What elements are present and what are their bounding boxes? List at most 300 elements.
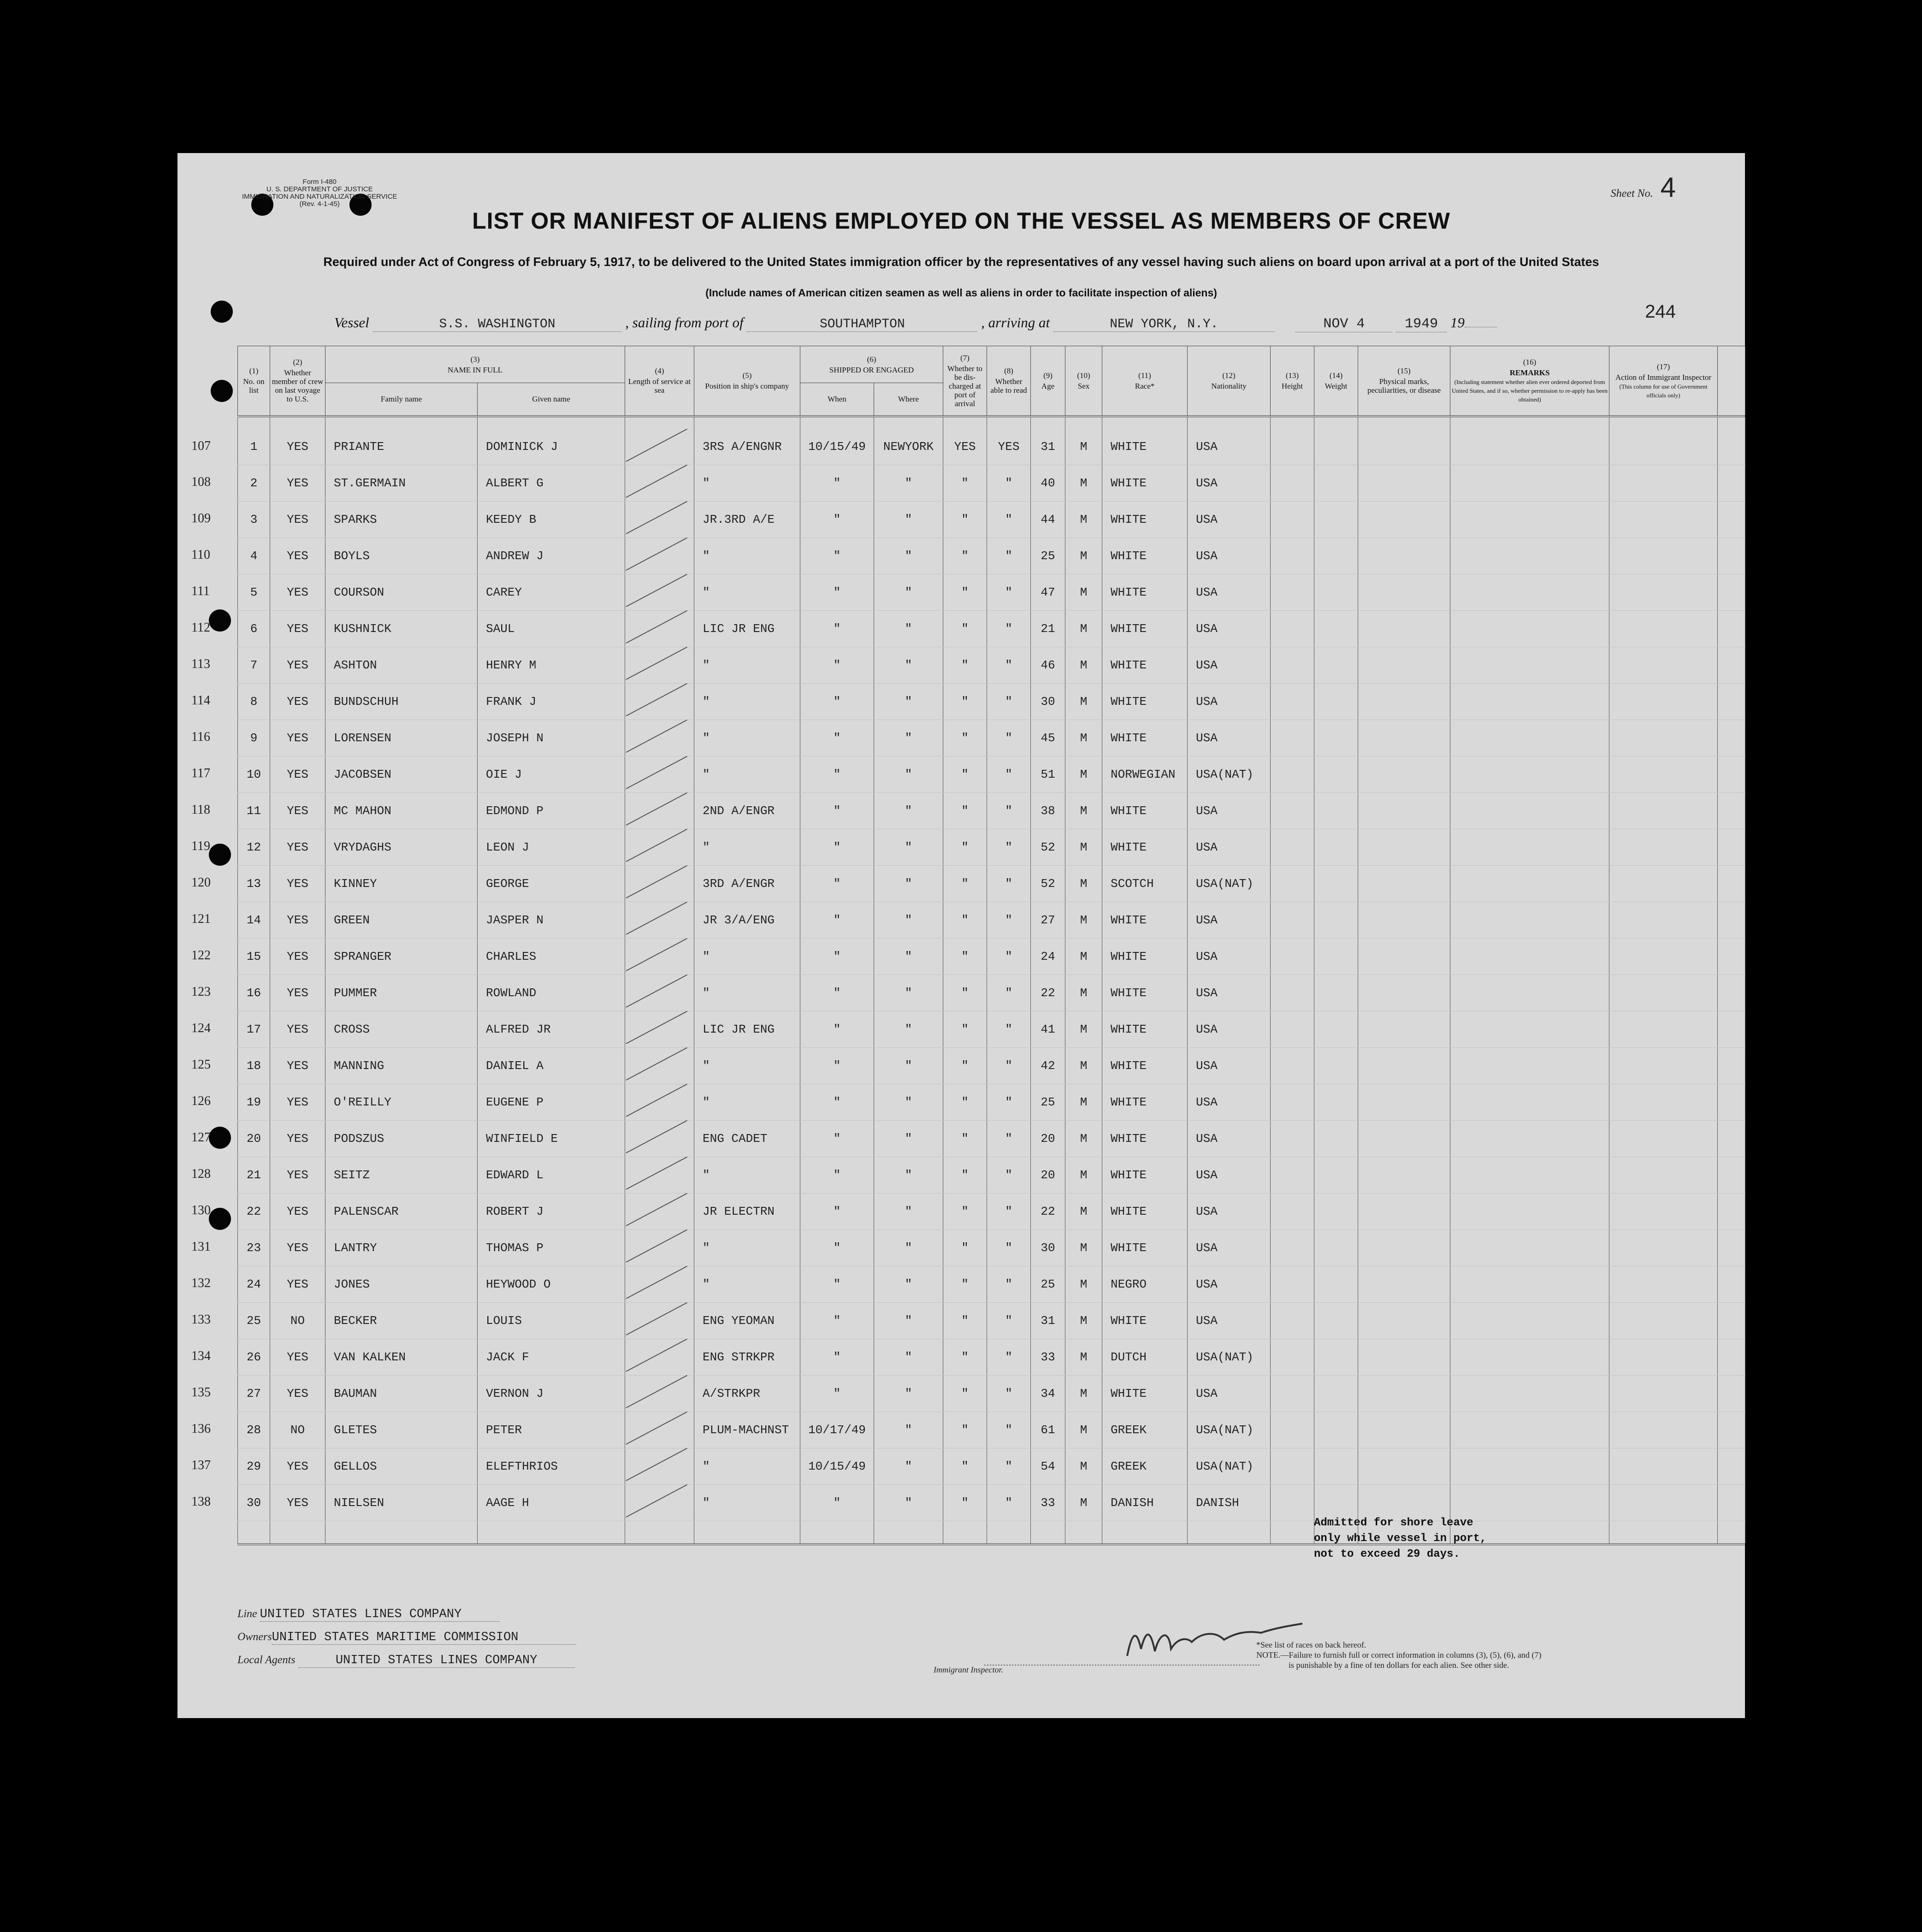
discharged: " xyxy=(943,1484,987,1521)
position: " xyxy=(694,1157,800,1193)
row-number: 18 xyxy=(238,1047,270,1084)
row-number: 16 xyxy=(238,975,270,1011)
position: " xyxy=(694,938,800,975)
position: JR ELECTRN xyxy=(694,1193,800,1229)
height xyxy=(1271,1157,1314,1193)
position: " xyxy=(694,538,800,574)
position: 3RS A/ENGNR xyxy=(694,429,800,465)
inspector-action xyxy=(1609,756,1718,792)
sex: M xyxy=(1065,1120,1102,1157)
height xyxy=(1271,792,1314,829)
physical-marks xyxy=(1358,975,1450,1011)
shipped-when: " xyxy=(800,756,874,792)
length-of-service xyxy=(625,647,694,683)
sequence-number: 119 xyxy=(191,839,210,853)
nationality: USA(NAT) xyxy=(1188,1448,1271,1484)
given-name: EDWARD L xyxy=(478,1157,625,1193)
able-to-read: " xyxy=(987,1266,1031,1302)
weight xyxy=(1314,792,1358,829)
sex: M xyxy=(1065,610,1102,647)
sex: M xyxy=(1065,683,1102,720)
position: " xyxy=(694,1484,800,1521)
age: 22 xyxy=(1031,975,1065,1011)
length-of-service xyxy=(625,1302,694,1339)
discharged: " xyxy=(943,938,987,975)
crew-last-voyage: YES xyxy=(270,1266,325,1302)
crew-last-voyage: NO xyxy=(270,1412,325,1448)
age: 34 xyxy=(1031,1375,1065,1412)
nationality: USA xyxy=(1188,683,1271,720)
blank xyxy=(1718,865,1745,902)
sequence-number: 126 xyxy=(191,1094,211,1108)
length-of-service xyxy=(625,1375,694,1412)
inspector-action xyxy=(1609,902,1718,938)
shipped-where: " xyxy=(874,1266,943,1302)
row-number: 26 xyxy=(238,1339,270,1375)
port-of-departure: SOUTHAMPTON xyxy=(747,317,977,332)
length-of-service xyxy=(625,538,694,574)
weight xyxy=(1314,501,1358,538)
blank xyxy=(1718,1047,1745,1084)
able-to-read: " xyxy=(987,938,1031,975)
family-name: LORENSEN xyxy=(325,720,478,756)
table-row xyxy=(238,1157,1745,1193)
family-name: PRIANTE xyxy=(325,429,478,465)
remarks xyxy=(1450,538,1609,574)
table-row xyxy=(238,865,1745,902)
discharged: " xyxy=(943,501,987,538)
position: " xyxy=(694,1266,800,1302)
length-of-service xyxy=(625,902,694,938)
row-number: 29 xyxy=(238,1448,270,1484)
height xyxy=(1271,1011,1314,1047)
shipped-when: " xyxy=(800,902,874,938)
able-to-read: " xyxy=(987,1157,1031,1193)
length-of-service xyxy=(625,465,694,501)
blank xyxy=(1718,756,1745,792)
physical-marks xyxy=(1358,1120,1450,1157)
age: 30 xyxy=(1031,683,1065,720)
able-to-read: " xyxy=(987,975,1031,1011)
sequence-number: 112 xyxy=(191,620,210,635)
race: WHITE xyxy=(1102,1084,1188,1120)
able-to-read: " xyxy=(987,1047,1031,1084)
discharged: " xyxy=(943,975,987,1011)
crew-last-voyage: YES xyxy=(270,1120,325,1157)
row-number: 30 xyxy=(238,1484,270,1521)
height xyxy=(1271,938,1314,975)
sex: M xyxy=(1065,902,1102,938)
sex: M xyxy=(1065,975,1102,1011)
race: WHITE xyxy=(1102,501,1188,538)
able-to-read: " xyxy=(987,1339,1031,1375)
shipped-where: " xyxy=(874,610,943,647)
nationality: USA xyxy=(1188,1266,1271,1302)
header-physical-marks: (15) Physical marks, peculiarities, or disease xyxy=(1358,346,1450,416)
given-name: ROWLAND xyxy=(478,975,625,1011)
race: WHITE xyxy=(1102,610,1188,647)
sex: M xyxy=(1065,501,1102,538)
physical-marks xyxy=(1358,865,1450,902)
given-name: HEYWOOD O xyxy=(478,1266,625,1302)
length-of-service xyxy=(625,1193,694,1229)
weight xyxy=(1314,1448,1358,1484)
position: ENG STRKPR xyxy=(694,1339,800,1375)
family-name: COURSON xyxy=(325,574,478,610)
inspector-action xyxy=(1609,1302,1718,1339)
shipped-when: " xyxy=(800,720,874,756)
remarks xyxy=(1450,720,1609,756)
given-name: JOSEPH N xyxy=(478,720,625,756)
nationality: USA xyxy=(1188,975,1271,1011)
given-name: WINFIELD E xyxy=(478,1120,625,1157)
table-row xyxy=(238,1047,1745,1084)
sequence-number: 114 xyxy=(191,693,210,708)
position: " xyxy=(694,756,800,792)
sex: M xyxy=(1065,1339,1102,1375)
family-name: ASHTON xyxy=(325,647,478,683)
row-number: 13 xyxy=(238,865,270,902)
position: " xyxy=(694,574,800,610)
document-subnote: (Include names of American citizen seamen as well as aliens in order to facilitate inspection of aliens) xyxy=(705,287,1217,299)
shipped-where: " xyxy=(874,647,943,683)
nationality: USA xyxy=(1188,720,1271,756)
shipped-when: " xyxy=(800,465,874,501)
header-blank xyxy=(1718,346,1745,416)
vessel-name: S.S. WASHINGTON xyxy=(373,317,622,332)
inspector-action xyxy=(1609,1448,1718,1484)
age: 46 xyxy=(1031,647,1065,683)
physical-marks xyxy=(1358,1229,1450,1266)
position: " xyxy=(694,1084,800,1120)
discharged: " xyxy=(943,1412,987,1448)
remarks xyxy=(1450,465,1609,501)
blank xyxy=(1718,1157,1745,1193)
family-name: PODSZUS xyxy=(325,1120,478,1157)
physical-marks xyxy=(1358,501,1450,538)
discharged: " xyxy=(943,1375,987,1412)
inspector-action xyxy=(1609,610,1718,647)
race: WHITE xyxy=(1102,538,1188,574)
race: WHITE xyxy=(1102,429,1188,465)
sequence-number: 132 xyxy=(191,1276,211,1290)
table-row xyxy=(238,1193,1745,1229)
physical-marks xyxy=(1358,1448,1450,1484)
remarks xyxy=(1450,1084,1609,1120)
age: 42 xyxy=(1031,1047,1065,1084)
shipped-where: " xyxy=(874,1011,943,1047)
given-name: LEON J xyxy=(478,829,625,865)
crew-last-voyage: YES xyxy=(270,610,325,647)
sequence-number: 134 xyxy=(191,1349,211,1363)
position: " xyxy=(694,975,800,1011)
shipped-where: " xyxy=(874,1229,943,1266)
family-name: O'REILLY xyxy=(325,1084,478,1120)
height xyxy=(1271,1266,1314,1302)
race: WHITE xyxy=(1102,683,1188,720)
shipped-when: " xyxy=(800,1047,874,1084)
height xyxy=(1271,756,1314,792)
form-revision: (Rev. 4-1-45) xyxy=(299,200,340,208)
height xyxy=(1271,975,1314,1011)
weight xyxy=(1314,1157,1358,1193)
weight xyxy=(1314,1120,1358,1157)
nationality: USA xyxy=(1188,1193,1271,1229)
family-name: BECKER xyxy=(325,1302,478,1339)
sex: M xyxy=(1065,1084,1102,1120)
sequence-number: 137 xyxy=(191,1458,211,1472)
sex: M xyxy=(1065,720,1102,756)
shipped-when: 10/15/49 xyxy=(800,1448,874,1484)
age: 31 xyxy=(1031,1302,1065,1339)
given-name: SAUL xyxy=(478,610,625,647)
shipped-where: " xyxy=(874,1484,943,1521)
blank xyxy=(1718,429,1745,465)
able-to-read: " xyxy=(987,1120,1031,1157)
table-row xyxy=(238,1084,1745,1120)
remarks xyxy=(1450,792,1609,829)
length-of-service xyxy=(625,1448,694,1484)
sequence-number: 138 xyxy=(191,1495,211,1509)
vessel-label: Vessel xyxy=(334,314,369,331)
crew-last-voyage: NO xyxy=(270,1302,325,1339)
blank xyxy=(1718,538,1745,574)
race: DANISH xyxy=(1102,1484,1188,1521)
shipped-when: " xyxy=(800,1084,874,1120)
sex: M xyxy=(1065,1157,1102,1193)
weight xyxy=(1314,1375,1358,1412)
blank xyxy=(1718,1484,1745,1521)
shipped-where: " xyxy=(874,938,943,975)
inspector-action xyxy=(1609,975,1718,1011)
sequence-number: 117 xyxy=(191,766,210,780)
header-inspector-action: (17) Action of Immigrant Inspector (This column for use of Government officials only) xyxy=(1609,346,1718,416)
weight xyxy=(1314,1011,1358,1047)
row-number: 11 xyxy=(238,792,270,829)
crew-last-voyage: YES xyxy=(270,429,325,465)
race: DUTCH xyxy=(1102,1339,1188,1375)
row-number: 14 xyxy=(238,902,270,938)
remarks xyxy=(1450,501,1609,538)
table-row xyxy=(238,1448,1745,1484)
shipped-where: NEWYORK xyxy=(874,429,943,465)
shipped-where: " xyxy=(874,1193,943,1229)
able-to-read: " xyxy=(987,792,1031,829)
remarks xyxy=(1450,647,1609,683)
weight xyxy=(1314,1339,1358,1375)
shipped-where: " xyxy=(874,465,943,501)
shipped-where: " xyxy=(874,1375,943,1412)
crew-last-voyage: YES xyxy=(270,1484,325,1521)
race: WHITE xyxy=(1102,1193,1188,1229)
shipped-where: " xyxy=(874,902,943,938)
row-number: 8 xyxy=(238,683,270,720)
given-name: ANDREW J xyxy=(478,538,625,574)
row-number: 7 xyxy=(238,647,270,683)
header-race: (11) Race* xyxy=(1102,346,1188,416)
table-row xyxy=(238,1375,1745,1412)
race: WHITE xyxy=(1102,1157,1188,1193)
given-name: EUGENE P xyxy=(478,1084,625,1120)
crew-last-voyage: YES xyxy=(270,683,325,720)
crew-last-voyage: YES xyxy=(270,501,325,538)
race: WHITE xyxy=(1102,1302,1188,1339)
race: GREEK xyxy=(1102,1448,1188,1484)
table-row xyxy=(238,756,1745,792)
position: 3RD A/ENGR xyxy=(694,865,800,902)
length-of-service xyxy=(625,1484,694,1521)
blank xyxy=(1718,683,1745,720)
inspector-action xyxy=(1609,465,1718,501)
row-number: 4 xyxy=(238,538,270,574)
blank xyxy=(1718,1375,1745,1412)
sequence-number: 118 xyxy=(191,803,210,817)
height xyxy=(1271,1302,1314,1339)
discharged: " xyxy=(943,465,987,501)
length-of-service xyxy=(625,610,694,647)
discharged: " xyxy=(943,1011,987,1047)
remarks xyxy=(1450,1375,1609,1412)
remarks xyxy=(1450,1339,1609,1375)
height xyxy=(1271,1120,1314,1157)
able-to-read: " xyxy=(987,538,1031,574)
height xyxy=(1271,501,1314,538)
family-name: KUSHNICK xyxy=(325,610,478,647)
blank xyxy=(1718,1120,1745,1157)
table-row xyxy=(238,975,1745,1011)
crew-last-voyage: YES xyxy=(270,574,325,610)
family-name: VAN KALKEN xyxy=(325,1339,478,1375)
able-to-read: " xyxy=(987,1375,1031,1412)
shipped-when: " xyxy=(800,683,874,720)
crew-last-voyage: YES xyxy=(270,756,325,792)
able-to-read: " xyxy=(987,683,1031,720)
shipped-where: " xyxy=(874,538,943,574)
nationality: USA xyxy=(1188,938,1271,975)
shipped-when: 10/17/49 xyxy=(800,1412,874,1448)
age: 52 xyxy=(1031,829,1065,865)
age: 40 xyxy=(1031,465,1065,501)
inspector-action xyxy=(1609,1011,1718,1047)
header-name-in-full: (3) NAME IN FULL xyxy=(325,346,625,383)
sequence-number: 135 xyxy=(191,1385,211,1400)
table-row xyxy=(238,720,1745,756)
shipped-when: " xyxy=(800,792,874,829)
physical-marks xyxy=(1358,1339,1450,1375)
nationality: USA xyxy=(1188,1229,1271,1266)
nationality: DANISH xyxy=(1188,1484,1271,1521)
race: WHITE xyxy=(1102,938,1188,975)
shipped-where: " xyxy=(874,1448,943,1484)
discharged: " xyxy=(943,1229,987,1266)
form-identifier xyxy=(242,178,397,208)
weight xyxy=(1314,1047,1358,1084)
header-nationality: (12) Nationality xyxy=(1188,346,1271,416)
inspector-action xyxy=(1609,1120,1718,1157)
remarks xyxy=(1450,429,1609,465)
table-row xyxy=(238,829,1745,865)
header-given-name: Given name xyxy=(478,383,625,416)
remarks xyxy=(1450,938,1609,975)
blank xyxy=(1718,792,1745,829)
remarks xyxy=(1450,1266,1609,1302)
shipped-when: " xyxy=(800,1011,874,1047)
race: WHITE xyxy=(1102,1375,1188,1412)
form-service: IMMIGRATION AND NATURALIZATION SERVICE xyxy=(242,193,397,201)
punch-hole xyxy=(211,380,233,402)
weight xyxy=(1314,1412,1358,1448)
shipped-when: " xyxy=(800,1484,874,1521)
shipped-where: " xyxy=(874,1157,943,1193)
inspector-action xyxy=(1609,865,1718,902)
crew-last-voyage: YES xyxy=(270,829,325,865)
inspector-action xyxy=(1609,538,1718,574)
discharged: " xyxy=(943,1047,987,1084)
race: GREEK xyxy=(1102,1412,1188,1448)
table-row xyxy=(238,647,1745,683)
blank xyxy=(1718,1193,1745,1229)
sequence-number: 130 xyxy=(191,1203,211,1217)
discharged: " xyxy=(943,902,987,938)
given-name: EDMOND P xyxy=(478,792,625,829)
given-name: DOMINICK J xyxy=(478,429,625,465)
age: 54 xyxy=(1031,1448,1065,1484)
able-to-read: " xyxy=(987,829,1031,865)
footer-owners: OwnersUNITED STATES MARITIME COMMISSION xyxy=(237,1631,576,1645)
weight xyxy=(1314,574,1358,610)
nationality: USA xyxy=(1188,610,1271,647)
discharged: " xyxy=(943,1084,987,1120)
header-no: (1) No. on list xyxy=(238,346,270,416)
able-to-read: " xyxy=(987,574,1031,610)
blank xyxy=(1718,902,1745,938)
family-name: NIELSEN xyxy=(325,1484,478,1521)
shipped-where: " xyxy=(874,1120,943,1157)
discharged: " xyxy=(943,1448,987,1484)
discharged: " xyxy=(943,1266,987,1302)
physical-marks xyxy=(1358,683,1450,720)
weight xyxy=(1314,1193,1358,1229)
family-name: PUMMER xyxy=(325,975,478,1011)
inspector-action xyxy=(1609,1047,1718,1084)
given-name: LOUIS xyxy=(478,1302,625,1339)
inspector-action xyxy=(1609,1266,1718,1302)
sheet-number xyxy=(1611,171,1676,203)
sex: M xyxy=(1065,756,1102,792)
given-name: ROBERT J xyxy=(478,1193,625,1229)
height xyxy=(1271,647,1314,683)
height xyxy=(1271,1448,1314,1484)
footer-note: *See list of races on back hereof. NOTE.—Failure to furnish full or correct information in columns (3), (5), (6), and (7) is punishable by a fine of ten dollars for each alien. See other side. xyxy=(1256,1640,1542,1670)
family-name: VRYDAGHS xyxy=(325,829,478,865)
table-row xyxy=(238,429,1745,465)
position: " xyxy=(694,1448,800,1484)
sex: M xyxy=(1065,1229,1102,1266)
age: 21 xyxy=(1031,610,1065,647)
shipped-where: " xyxy=(874,1412,943,1448)
shipped-where: " xyxy=(874,975,943,1011)
sequence-number: 113 xyxy=(191,657,210,671)
sequence-number: 120 xyxy=(191,875,211,890)
family-name: BOYLS xyxy=(325,538,478,574)
sex: M xyxy=(1065,465,1102,501)
length-of-service xyxy=(625,1229,694,1266)
crew-last-voyage: YES xyxy=(270,538,325,574)
remarks xyxy=(1450,1229,1609,1266)
position: PLUM-MACHNST xyxy=(694,1412,800,1448)
race: WHITE xyxy=(1102,1229,1188,1266)
able-to-read: " xyxy=(987,1302,1031,1339)
